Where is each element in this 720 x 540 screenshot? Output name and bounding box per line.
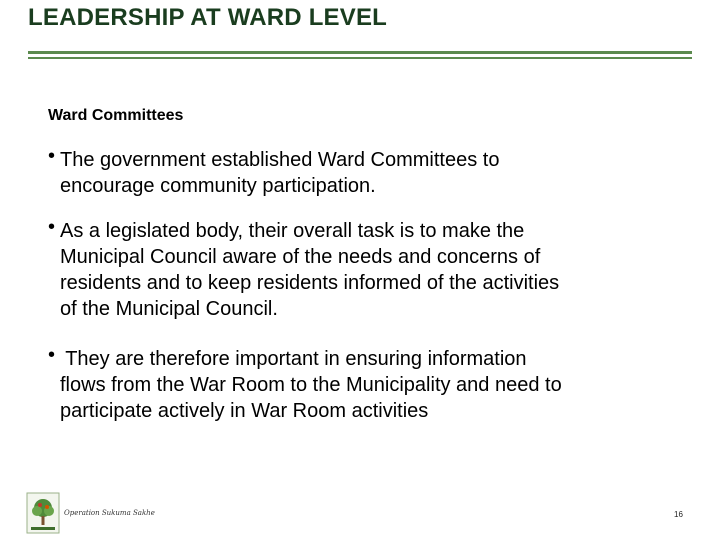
bullet-marker: • [48, 145, 56, 167]
title-divider-thick [28, 51, 692, 54]
section-subtitle: Ward Committees [48, 107, 184, 124]
bullet-item [48, 218, 688, 322]
bullet-line: flows from the War Room to the Municipality and need to [60, 374, 562, 396]
bullet-line: As a legislated body, their overall task is to make the [60, 220, 525, 242]
bullet-marker: • [48, 216, 56, 238]
bullet-item [48, 147, 688, 199]
bullet-marker: • [48, 344, 56, 366]
bullet-line: The government established Ward Committees to [60, 149, 500, 171]
bullet-line: Municipal Council aware of the needs and concerns of [60, 246, 541, 268]
bullet-line: encourage community participation. [60, 175, 376, 197]
bullet-line: of the Municipal Council. [60, 298, 278, 320]
bullet-line: They are therefore important in ensuring information [60, 348, 527, 370]
bullet-line: residents and to keep residents informed of the activities [60, 272, 560, 294]
tree-emblem-icon [26, 492, 60, 534]
slide-title: LEADERSHIP AT WARD LEVEL [28, 4, 388, 31]
footer-text: Operation Sukuma Sakhe [64, 509, 155, 517]
page-number: 16 [674, 510, 683, 519]
bullet-line: participate actively in War Room activities [60, 400, 429, 422]
bullet-item [48, 346, 688, 424]
title-divider-thin [28, 57, 692, 59]
